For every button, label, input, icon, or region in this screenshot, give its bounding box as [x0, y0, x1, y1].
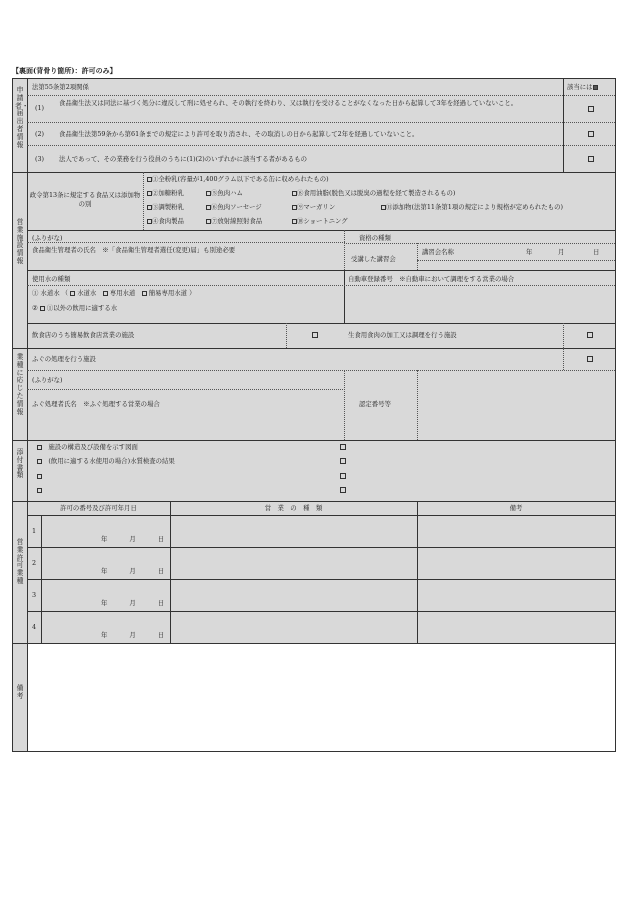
- raw-meat-label: 生食用食肉の加工又は調理を行う施設: [348, 331, 457, 339]
- attach-r2-checkbox[interactable]: [340, 458, 346, 464]
- checkbox-icon[interactable]: [37, 445, 42, 450]
- simple-food-label: 飲食店のうち簡易飲食店営業の施設: [32, 331, 135, 339]
- checkbox-icon[interactable]: [37, 459, 42, 464]
- sec1-col-head: 該当には: [567, 83, 598, 92]
- lecture-label: 受講した講習会: [351, 255, 396, 263]
- opt-2: ②加糖粉乳: [147, 189, 184, 198]
- qualification-label: 資格の種類: [359, 234, 391, 242]
- permit-row4-date: 年 月 日: [101, 631, 165, 639]
- opt-5: ⑤魚肉ハム: [206, 189, 243, 198]
- opt-11: ⑪添加物(法第11条第1項の規定により規格が定められたもの): [381, 203, 563, 212]
- attach-r1-checkbox[interactable]: [340, 444, 346, 450]
- attach-3: [37, 472, 42, 481]
- permit-row1-num: 1: [32, 527, 37, 535]
- checkbox-icon[interactable]: [37, 488, 42, 493]
- checkbox-icon[interactable]: [70, 291, 75, 296]
- sec1-item1-text: 食品衛生法又は同法に基づく処分に違反して刑に処せられ、その執行を終わり、又は執行を受けることがなくなった日から起算して3年を経過していないこと。: [59, 99, 518, 107]
- permit-form: [12, 78, 616, 752]
- water-label: 使用水の種類: [32, 275, 71, 283]
- checkbox-icon[interactable]: [40, 306, 45, 311]
- water-opt2: ② ①以外の飲用に適する水: [32, 304, 118, 312]
- sec1-item3-checkbox[interactable]: [588, 156, 594, 162]
- section-industry-label: 業種に応じた情報: [16, 353, 24, 416]
- seirei-label: 政令第13条に規定する食品又は添加物の別: [29, 191, 141, 208]
- permit-col3: 備考: [509, 504, 523, 512]
- fugu-person-label: ふぐ処理者氏名 ※ふぐ処理する営業の場合: [32, 400, 160, 408]
- lecture-month: 月: [558, 248, 565, 256]
- permit-row3-num: 3: [32, 591, 37, 599]
- opt-3: ③調製粉乳: [147, 203, 184, 212]
- opt-1: ①全粉乳(容量が1,400グラム以下である缶に収められたもの): [147, 175, 329, 184]
- section-permit-label: 営業許可業種: [16, 538, 24, 585]
- opt-8: ⑧食用油脂(脱色又は脱臭の過程を経て製造されるもの): [292, 189, 455, 198]
- opt-4: ④食肉製品: [147, 217, 184, 226]
- attach-r3-checkbox[interactable]: [340, 473, 346, 479]
- cert-no-label: 認定番号等: [359, 400, 391, 408]
- sec1-item3-text: 法人であって、その業務を行う役員のうちに(1)(2)のいずれかに該当する者があるもの: [59, 155, 307, 163]
- attach-r4-checkbox[interactable]: [340, 487, 346, 493]
- permit-col1: 許可の番号及び許可年月日: [60, 504, 137, 512]
- section-notes-label: 備考: [16, 684, 24, 700]
- car-label: 自動車登録番号 ※自動車において調理をする営業の場合: [348, 275, 515, 283]
- lecture-name: 講習会名称: [422, 248, 454, 256]
- permit-row4-num: 4: [32, 623, 37, 631]
- manager-label: 食品衛生管理者の氏名 ※「食品衛生管理者選任(変更)届」も別途必要: [32, 246, 236, 254]
- attach-4: [37, 486, 42, 495]
- checkbox-icon[interactable]: [37, 474, 42, 479]
- raw-meat-checkbox[interactable]: [587, 332, 593, 338]
- simple-food-checkbox[interactable]: [312, 332, 318, 338]
- section-facility-label: 営業施設情報: [16, 218, 24, 265]
- sec1-item2-checkbox[interactable]: [588, 131, 594, 137]
- checkbox-icon[interactable]: [103, 291, 108, 296]
- opt-9: ⑨マーガリン: [292, 203, 335, 212]
- attach-1: 施設の構造及び設備を示す図面: [37, 443, 138, 452]
- lecture-year: 年: [526, 248, 533, 256]
- sec1-item3-num: (3): [35, 155, 45, 163]
- permit-row2-num: 2: [32, 559, 37, 567]
- opt-10: ⑩ショートニング: [292, 217, 348, 226]
- permit-row3-date: 年 月 日: [101, 599, 165, 607]
- fugu-facility-checkbox[interactable]: [587, 356, 593, 362]
- sec1-item2-text: 食品衛生法第59条から第61条までの規定により許可を取り消され、その取消しの日から起算して2年を経過していないこと。: [59, 130, 419, 138]
- sec1-item1-checkbox[interactable]: [588, 106, 594, 112]
- permit-row1-date: 年 月 日: [101, 535, 165, 543]
- opt-6: ⑥魚肉ソーセージ: [206, 203, 262, 212]
- checkbox-icon: [593, 85, 598, 90]
- permit-row2-date: 年 月 日: [101, 567, 165, 575]
- form-header: 【裏面(背骨り箇所)：許可のみ】: [12, 66, 117, 75]
- opt-7: ⑦放射線照射食品: [206, 217, 262, 226]
- sec1-item1-num: (1): [35, 104, 45, 112]
- water-opt1: ① 水道水 （ 水道水 専用水道 簡易専用水道 ）: [32, 289, 196, 297]
- manager-furigana: (ふりがな): [32, 234, 63, 242]
- attach-2: (飲用に適する水使用の場合)水質検査の結果: [37, 457, 175, 466]
- checkbox-icon[interactable]: [142, 291, 147, 296]
- notes-area[interactable]: [27, 643, 615, 751]
- fugu-facility-label: ふぐの処理を行う施設: [32, 355, 96, 363]
- sec1-title: 法第55条第2項関係: [32, 83, 89, 91]
- section-applicant-label: 申請者・届出者情報: [15, 86, 29, 149]
- lecture-day: 日: [593, 248, 600, 256]
- permit-col2: 営 業 の 種 類: [264, 504, 323, 512]
- sec1-item2-num: (2): [35, 130, 45, 138]
- fugu-furigana: (ふりがな): [32, 376, 63, 384]
- section-attachments-label: 添付書類: [16, 448, 24, 480]
